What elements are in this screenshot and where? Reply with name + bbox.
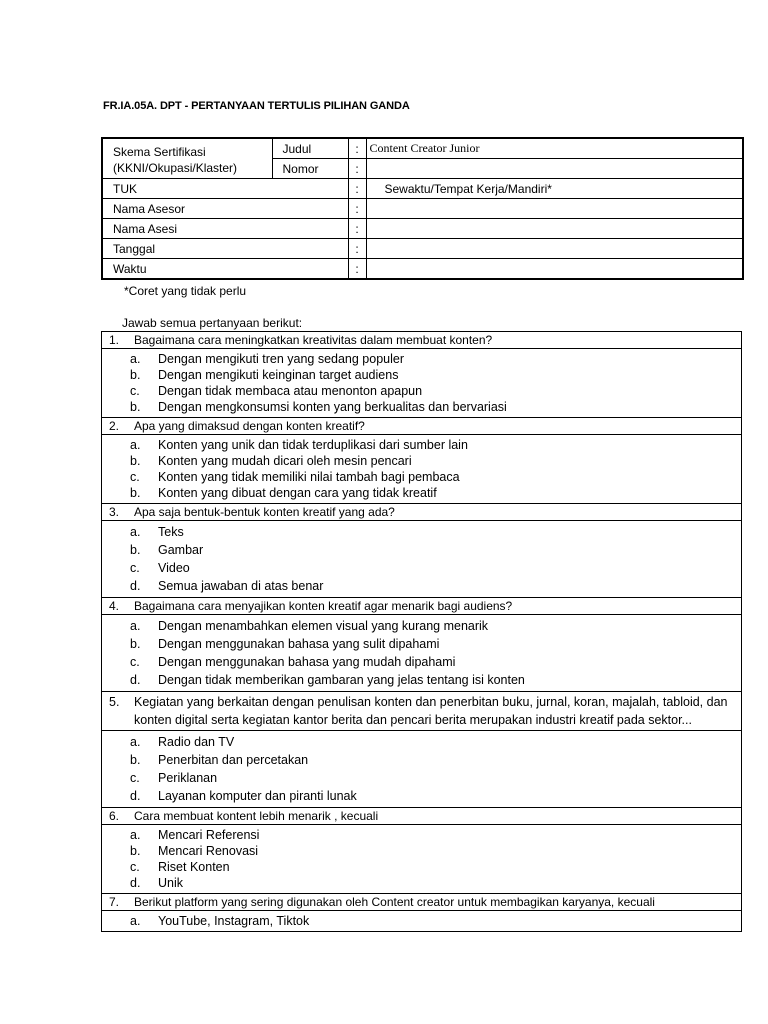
option-text: Dengan tidak membaca atau menonton apapun xyxy=(158,384,423,398)
options-3 xyxy=(102,521,741,598)
option-text: Radio dan TV xyxy=(158,735,235,749)
question-text: Berikut platform yang sering digunakan oleh Content creator untuk membagikan karyanya, kecuali xyxy=(134,895,655,909)
colon: : xyxy=(348,179,366,199)
option-letter: c. xyxy=(130,860,140,874)
option-text: Gambar xyxy=(158,543,204,557)
strike-note: *Coret yang tidak perlu xyxy=(124,284,247,298)
option-text: Konten yang unik dan tidak terduplikasi dari sumber lain xyxy=(158,438,468,452)
option-item xyxy=(130,437,741,453)
colon: : xyxy=(348,138,366,159)
question-text: Apa saja bentuk-bentuk konten kreatif yang ada? xyxy=(134,505,395,519)
nomor-value xyxy=(366,159,743,179)
option-item xyxy=(130,733,741,751)
option-letter: c. xyxy=(130,655,140,669)
option-text: Riset Konten xyxy=(158,860,230,874)
option-item xyxy=(130,367,741,383)
question-number: 3. xyxy=(109,505,120,519)
option-item xyxy=(130,671,741,689)
option-letter: b. xyxy=(130,368,141,382)
options-5 xyxy=(102,731,741,808)
option-item xyxy=(130,485,741,501)
colon: : xyxy=(348,199,366,219)
option-item xyxy=(130,541,741,559)
tanggal-label: Tanggal xyxy=(102,239,348,259)
question-3 xyxy=(102,504,741,521)
option-letter: a. xyxy=(130,914,141,928)
option-letter: d. xyxy=(130,579,141,593)
document-title: FR.IA.05A. DPT - PERTANYAAN TERTULIS PILIHAN GANDA xyxy=(103,100,410,112)
question-number: 1. xyxy=(109,333,120,347)
skema-sublabel: (KKNI/Okupasi/Klaster) xyxy=(113,160,238,175)
option-text: Video xyxy=(158,561,190,575)
tuk-value: Sewaktu/Tempat Kerja/Mandiri* xyxy=(366,179,743,199)
option-item xyxy=(130,653,741,671)
option-item xyxy=(130,351,741,367)
options-4 xyxy=(102,615,741,692)
option-item xyxy=(130,843,741,859)
option-item xyxy=(130,559,741,577)
waktu-value xyxy=(366,259,743,280)
option-text: Periklanan xyxy=(158,771,218,785)
asesi-label: Nama Asesi xyxy=(102,219,348,239)
option-text: Mencari Renovasi xyxy=(158,844,259,858)
judul-label: Judul xyxy=(272,138,348,159)
option-item xyxy=(130,913,741,929)
nomor-label: Nomor xyxy=(272,159,348,179)
option-letter: b. xyxy=(130,454,141,468)
question-text: Cara membuat kontent lebih menarik , kecuali xyxy=(134,809,379,823)
asesi-value xyxy=(366,219,743,239)
option-text: Dengan menambahkan elemen visual yang kurang menarik xyxy=(158,619,489,633)
option-letter: d. xyxy=(130,876,141,890)
option-text: Dengan menggunakan bahasa yang sulit dipahami xyxy=(158,637,440,651)
option-letter: a. xyxy=(130,735,141,749)
option-text: YouTube, Instagram, Tiktok xyxy=(158,914,310,928)
option-letter: a. xyxy=(130,352,141,366)
questions-table xyxy=(101,331,742,932)
options-6 xyxy=(102,825,741,894)
question-2 xyxy=(102,418,741,435)
options-1 xyxy=(102,349,741,418)
colon: : xyxy=(348,239,366,259)
option-text: Dengan mengikuti tren yang sedang populer xyxy=(158,352,405,366)
question-text: Bagaimana cara menyajikan konten kreatif agar menarik bagi audiens? xyxy=(134,599,513,613)
option-letter: a. xyxy=(130,438,141,452)
question-5 xyxy=(102,692,741,731)
option-item xyxy=(130,577,741,595)
question-6 xyxy=(102,808,741,825)
option-item xyxy=(130,769,741,787)
option-item xyxy=(130,827,741,843)
option-text: Penerbitan dan percetakan xyxy=(158,753,309,767)
option-letter: b. xyxy=(130,543,141,557)
colon: : xyxy=(348,159,366,179)
option-text: Dengan mengikuti keinginan target audiens xyxy=(158,368,399,382)
option-letter: a. xyxy=(130,828,141,842)
question-number: 7. xyxy=(109,895,120,909)
option-text: Semua jawaban di atas benar xyxy=(158,579,324,593)
header-table xyxy=(101,137,744,280)
option-letter: b. xyxy=(130,844,141,858)
question-text: Bagaimana cara meningkatkan kreativitas dalam membuat konten? xyxy=(134,333,493,347)
option-letter: b. xyxy=(130,753,141,767)
option-item xyxy=(130,617,741,635)
option-text: Dengan mengkonsumsi konten yang berkualitas dan bervariasi xyxy=(158,400,507,414)
question-number: 5. xyxy=(109,695,120,709)
option-letter: c. xyxy=(130,470,140,484)
judul-value: Content Creator Junior xyxy=(366,138,743,159)
option-letter: b. xyxy=(130,637,141,651)
option-letter: a. xyxy=(130,525,141,539)
option-text: Unik xyxy=(158,876,184,890)
option-letter: b. xyxy=(130,486,141,500)
option-text: Dengan tidak memberikan gambaran yang jelas tentang isi konten xyxy=(158,673,525,687)
option-item xyxy=(130,383,741,399)
option-text: Dengan menggunakan bahasa yang mudah dipahami xyxy=(158,655,456,669)
option-text: Teks xyxy=(158,525,184,539)
option-letter: d. xyxy=(130,789,141,803)
option-item xyxy=(130,523,741,541)
options-2 xyxy=(102,435,741,504)
asesor-label: Nama Asesor xyxy=(102,199,348,219)
skema-cell xyxy=(102,138,272,179)
waktu-label: Waktu xyxy=(102,259,348,280)
option-letter: c. xyxy=(130,561,140,575)
question-number: 2. xyxy=(109,419,120,433)
question-4 xyxy=(102,598,741,615)
instruction: Jawab semua pertanyaan berikut: xyxy=(122,316,303,330)
question-text: Apa yang dimaksud dengan konten kreatif? xyxy=(134,419,365,433)
option-text: Layanan komputer dan piranti lunak xyxy=(158,789,357,803)
option-letter: c. xyxy=(130,771,140,785)
options-7 xyxy=(102,911,741,931)
option-item xyxy=(130,859,741,875)
option-item xyxy=(130,453,741,469)
colon: : xyxy=(348,259,366,280)
option-text: Konten yang dibuat dengan cara yang tidak kreatif xyxy=(158,486,437,500)
option-item xyxy=(130,399,741,415)
question-7 xyxy=(102,894,741,911)
question-number: 6. xyxy=(109,809,120,823)
option-letter: b. xyxy=(130,400,141,414)
question-text: Kegiatan yang berkaitan dengan penulisan konten dan penerbitan buku, jurnal, koran, majalah, tabloid, dan konten digital serta kegiatan kantor berita dan pencari berita merupakan industri kreatif pada sektor... xyxy=(134,695,728,727)
option-letter: d. xyxy=(130,673,141,687)
colon: : xyxy=(348,219,366,239)
option-item xyxy=(130,787,741,805)
option-text: Mencari Referensi xyxy=(158,828,260,842)
question-number: 4. xyxy=(109,599,120,613)
option-text: Konten yang tidak memiliki nilai tambah bagi pembaca xyxy=(158,470,460,484)
option-item xyxy=(130,751,741,769)
asesor-value xyxy=(366,199,743,219)
question-1 xyxy=(102,332,741,349)
option-item xyxy=(130,875,741,891)
tuk-label: TUK xyxy=(102,179,348,199)
option-letter: c. xyxy=(130,384,140,398)
tanggal-value xyxy=(366,239,743,259)
skema-label: Skema Sertifikasi xyxy=(113,144,206,159)
option-item xyxy=(130,635,741,653)
option-item xyxy=(130,469,741,485)
option-letter: a. xyxy=(130,619,141,633)
option-text: Konten yang mudah dicari oleh mesin pencari xyxy=(158,454,412,468)
